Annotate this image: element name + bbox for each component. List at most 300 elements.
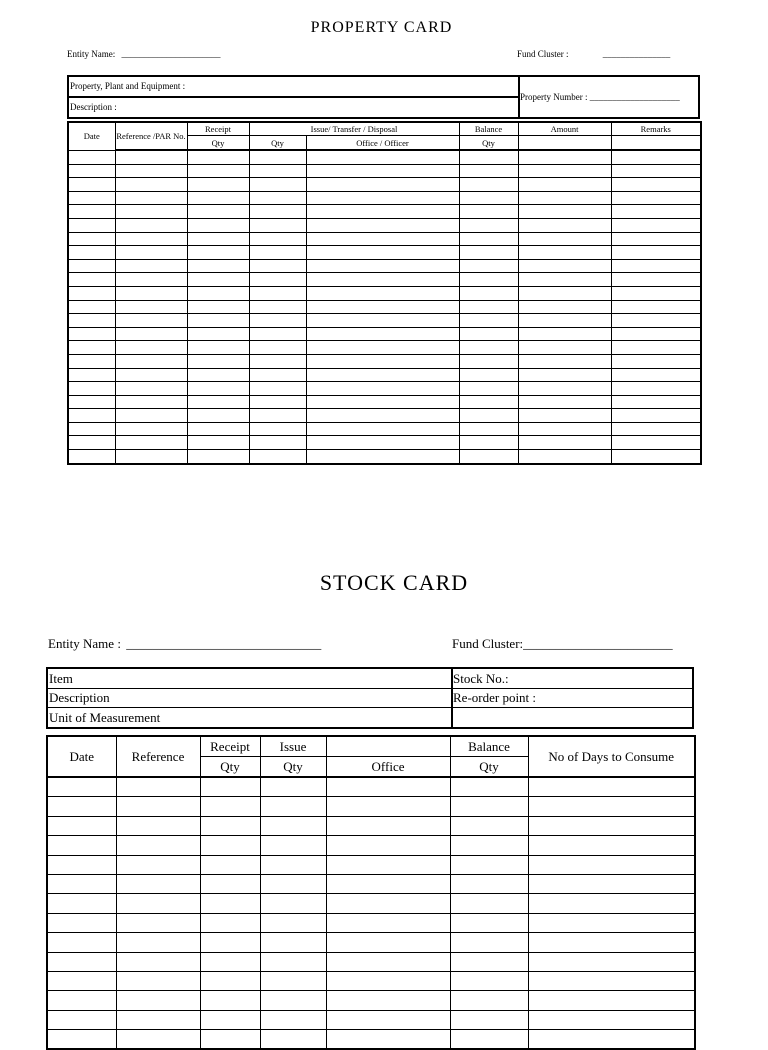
entry-cell[interactable] bbox=[200, 933, 260, 952]
entry-cell[interactable] bbox=[200, 971, 260, 990]
entry-cell[interactable] bbox=[611, 164, 701, 178]
entry-cell[interactable] bbox=[260, 797, 326, 816]
entry-cell[interactable] bbox=[459, 382, 518, 396]
entry-cell[interactable] bbox=[200, 836, 260, 855]
entry-cell[interactable] bbox=[187, 436, 249, 450]
entry-cell[interactable] bbox=[68, 218, 115, 232]
entry-cell[interactable] bbox=[187, 273, 249, 287]
entry-cell[interactable] bbox=[459, 286, 518, 300]
entry-cell[interactable] bbox=[116, 894, 200, 913]
entry-cell[interactable] bbox=[518, 150, 611, 164]
entry-cell[interactable] bbox=[260, 894, 326, 913]
entry-cell[interactable] bbox=[115, 232, 187, 246]
entry-cell[interactable] bbox=[306, 436, 459, 450]
unit-of-measurement-field[interactable]: Unit of Measurement bbox=[49, 710, 161, 725]
entry-cell[interactable] bbox=[306, 286, 459, 300]
entry-cell[interactable] bbox=[115, 259, 187, 273]
entry-cell[interactable] bbox=[459, 409, 518, 423]
entry-cell[interactable] bbox=[68, 314, 115, 328]
entry-cell[interactable] bbox=[47, 933, 116, 952]
entry-cell[interactable] bbox=[116, 816, 200, 835]
entry-cell[interactable] bbox=[187, 450, 249, 464]
entry-cell[interactable] bbox=[528, 894, 695, 913]
entry-cell[interactable] bbox=[306, 259, 459, 273]
entry-cell[interactable] bbox=[249, 450, 306, 464]
entry-cell[interactable] bbox=[326, 836, 450, 855]
entry-cell[interactable] bbox=[249, 150, 306, 164]
entry-cell[interactable] bbox=[450, 1010, 528, 1029]
entry-cell[interactable] bbox=[528, 952, 695, 971]
entry-cell[interactable] bbox=[200, 855, 260, 874]
entry-cell[interactable] bbox=[187, 246, 249, 260]
entry-cell[interactable] bbox=[249, 178, 306, 192]
entry-cell[interactable] bbox=[68, 150, 115, 164]
entry-cell[interactable] bbox=[459, 178, 518, 192]
entry-cell[interactable] bbox=[200, 894, 260, 913]
entry-cell[interactable] bbox=[518, 164, 611, 178]
entry-cell[interactable] bbox=[249, 205, 306, 219]
entry-cell[interactable] bbox=[115, 150, 187, 164]
entry-cell[interactable] bbox=[249, 232, 306, 246]
entry-cell[interactable] bbox=[518, 368, 611, 382]
entry-cell[interactable] bbox=[47, 855, 116, 874]
entry-cell[interactable] bbox=[518, 450, 611, 464]
entry-cell[interactable] bbox=[187, 232, 249, 246]
entry-cell[interactable] bbox=[115, 286, 187, 300]
entry-cell[interactable] bbox=[518, 178, 611, 192]
entry-cell[interactable] bbox=[450, 816, 528, 835]
item-field[interactable]: Item bbox=[49, 671, 73, 686]
entry-cell[interactable] bbox=[68, 450, 115, 464]
entry-cell[interactable] bbox=[47, 797, 116, 816]
entry-cell[interactable] bbox=[116, 971, 200, 990]
entry-cell[interactable] bbox=[115, 327, 187, 341]
entry-cell[interactable] bbox=[459, 368, 518, 382]
entry-cell[interactable] bbox=[115, 368, 187, 382]
entry-cell[interactable] bbox=[459, 150, 518, 164]
entry-cell[interactable] bbox=[518, 409, 611, 423]
entry-cell[interactable] bbox=[260, 913, 326, 932]
entry-cell[interactable] bbox=[68, 327, 115, 341]
entry-cell[interactable] bbox=[306, 218, 459, 232]
entry-cell[interactable] bbox=[249, 286, 306, 300]
entry-cell[interactable] bbox=[249, 218, 306, 232]
entry-cell[interactable] bbox=[326, 894, 450, 913]
entry-cell[interactable] bbox=[249, 382, 306, 396]
entry-cell[interactable] bbox=[47, 991, 116, 1010]
entry-cell[interactable] bbox=[47, 836, 116, 855]
entry-cell[interactable] bbox=[115, 205, 187, 219]
entry-cell[interactable] bbox=[260, 971, 326, 990]
entry-cell[interactable] bbox=[47, 1010, 116, 1029]
entry-cell[interactable] bbox=[249, 395, 306, 409]
entry-cell[interactable] bbox=[260, 816, 326, 835]
entry-cell[interactable] bbox=[528, 874, 695, 893]
entry-cell[interactable] bbox=[249, 341, 306, 355]
entry-cell[interactable] bbox=[306, 395, 459, 409]
entry-cell[interactable] bbox=[187, 341, 249, 355]
entry-cell[interactable] bbox=[518, 395, 611, 409]
entry-cell[interactable] bbox=[306, 150, 459, 164]
entry-cell[interactable] bbox=[116, 797, 200, 816]
entry-cell[interactable] bbox=[459, 314, 518, 328]
entry-cell[interactable] bbox=[306, 341, 459, 355]
entry-cell[interactable] bbox=[115, 191, 187, 205]
entry-cell[interactable] bbox=[306, 246, 459, 260]
entry-cell[interactable] bbox=[326, 971, 450, 990]
entry-cell[interactable] bbox=[68, 178, 115, 192]
entry-cell[interactable] bbox=[187, 205, 249, 219]
entry-cell[interactable] bbox=[68, 286, 115, 300]
entry-cell[interactable] bbox=[115, 273, 187, 287]
entry-cell[interactable] bbox=[611, 409, 701, 423]
entry-cell[interactable] bbox=[260, 1030, 326, 1050]
entry-cell[interactable] bbox=[518, 205, 611, 219]
entry-cell[interactable] bbox=[611, 191, 701, 205]
entry-cell[interactable] bbox=[187, 218, 249, 232]
entry-cell[interactable] bbox=[187, 327, 249, 341]
entry-cell[interactable] bbox=[518, 232, 611, 246]
entry-cell[interactable] bbox=[187, 368, 249, 382]
entry-cell[interactable] bbox=[68, 409, 115, 423]
entry-cell[interactable] bbox=[187, 382, 249, 396]
entry-cell[interactable] bbox=[187, 164, 249, 178]
entry-cell[interactable] bbox=[249, 246, 306, 260]
entry-cell[interactable] bbox=[528, 933, 695, 952]
entry-cell[interactable] bbox=[611, 450, 701, 464]
entry-cell[interactable] bbox=[68, 191, 115, 205]
entry-cell[interactable] bbox=[306, 314, 459, 328]
entry-cell[interactable] bbox=[187, 422, 249, 436]
entry-cell[interactable] bbox=[611, 382, 701, 396]
entry-cell[interactable] bbox=[249, 368, 306, 382]
entry-cell[interactable] bbox=[450, 874, 528, 893]
entry-cell[interactable] bbox=[518, 327, 611, 341]
entry-cell[interactable] bbox=[518, 436, 611, 450]
entry-cell[interactable] bbox=[68, 436, 115, 450]
ppe-field[interactable]: Property, Plant and Equipment : bbox=[70, 81, 186, 91]
entry-cell[interactable] bbox=[528, 913, 695, 932]
entity-name-field[interactable] bbox=[67, 49, 221, 59]
entry-cell[interactable] bbox=[187, 259, 249, 273]
property-card-row bbox=[68, 178, 701, 192]
entry-cell[interactable] bbox=[187, 395, 249, 409]
entry-cell[interactable] bbox=[611, 205, 701, 219]
entry-cell[interactable] bbox=[459, 164, 518, 178]
entry-cell[interactable] bbox=[518, 422, 611, 436]
entry-cell[interactable] bbox=[200, 874, 260, 893]
entry-cell[interactable] bbox=[528, 1030, 695, 1050]
entry-cell[interactable] bbox=[116, 913, 200, 932]
entry-cell[interactable] bbox=[450, 855, 528, 874]
entry-cell[interactable] bbox=[528, 1010, 695, 1029]
entry-cell[interactable] bbox=[249, 409, 306, 423]
entry-cell[interactable] bbox=[611, 341, 701, 355]
entry-cell[interactable] bbox=[116, 836, 200, 855]
entry-cell[interactable] bbox=[47, 816, 116, 835]
entry-cell[interactable] bbox=[68, 246, 115, 260]
entry-cell[interactable] bbox=[47, 894, 116, 913]
entry-cell[interactable] bbox=[459, 205, 518, 219]
fund-cluster-field[interactable] bbox=[517, 49, 670, 59]
entry-cell[interactable] bbox=[459, 354, 518, 368]
entry-cell[interactable] bbox=[611, 368, 701, 382]
entry-cell[interactable] bbox=[249, 191, 306, 205]
entry-cell[interactable] bbox=[518, 259, 611, 273]
entry-cell[interactable] bbox=[68, 259, 115, 273]
entry-cell[interactable] bbox=[611, 286, 701, 300]
entry-cell[interactable] bbox=[68, 395, 115, 409]
entry-cell[interactable] bbox=[306, 327, 459, 341]
entry-cell[interactable] bbox=[611, 314, 701, 328]
entry-cell[interactable] bbox=[459, 232, 518, 246]
entry-cell[interactable] bbox=[611, 395, 701, 409]
sc-col-header-date: Date bbox=[47, 736, 116, 777]
entry-cell[interactable] bbox=[68, 354, 115, 368]
entry-cell[interactable] bbox=[187, 150, 249, 164]
entry-cell[interactable] bbox=[459, 273, 518, 287]
entry-cell[interactable] bbox=[459, 259, 518, 273]
entry-cell[interactable] bbox=[68, 232, 115, 246]
entry-cell[interactable] bbox=[260, 777, 326, 797]
entry-cell[interactable] bbox=[260, 933, 326, 952]
entry-cell[interactable] bbox=[260, 1010, 326, 1029]
entry-cell[interactable] bbox=[326, 933, 450, 952]
entry-cell[interactable] bbox=[47, 1030, 116, 1050]
entry-cell[interactable] bbox=[611, 327, 701, 341]
entry-cell[interactable] bbox=[306, 300, 459, 314]
entry-cell[interactable] bbox=[306, 422, 459, 436]
sc-fund-cluster-field[interactable] bbox=[452, 636, 673, 652]
entry-cell[interactable] bbox=[200, 991, 260, 1010]
entry-cell[interactable] bbox=[306, 409, 459, 423]
entry-cell[interactable] bbox=[611, 259, 701, 273]
entry-cell[interactable] bbox=[116, 1030, 200, 1050]
entry-cell[interactable] bbox=[260, 991, 326, 1010]
entry-cell[interactable] bbox=[306, 450, 459, 464]
entry-cell[interactable] bbox=[450, 894, 528, 913]
entry-cell[interactable] bbox=[116, 874, 200, 893]
entry-cell[interactable] bbox=[459, 341, 518, 355]
entry-cell[interactable] bbox=[115, 450, 187, 464]
entry-cell[interactable] bbox=[528, 991, 695, 1010]
entry-cell[interactable] bbox=[459, 395, 518, 409]
entry-cell[interactable] bbox=[528, 797, 695, 816]
entry-cell[interactable] bbox=[326, 874, 450, 893]
entry-cell[interactable] bbox=[187, 409, 249, 423]
entry-cell[interactable] bbox=[306, 354, 459, 368]
entry-cell[interactable] bbox=[47, 913, 116, 932]
entry-cell[interactable] bbox=[306, 191, 459, 205]
entry-cell[interactable] bbox=[116, 855, 200, 874]
entry-cell[interactable] bbox=[306, 205, 459, 219]
entry-cell[interactable] bbox=[116, 777, 200, 797]
entry-cell[interactable] bbox=[518, 191, 611, 205]
entry-cell[interactable] bbox=[326, 1010, 450, 1029]
entry-cell[interactable] bbox=[115, 395, 187, 409]
entry-cell[interactable] bbox=[450, 797, 528, 816]
entry-cell[interactable] bbox=[68, 205, 115, 219]
entry-cell[interactable] bbox=[459, 436, 518, 450]
entry-cell[interactable] bbox=[115, 314, 187, 328]
entry-cell[interactable] bbox=[200, 952, 260, 971]
entry-cell[interactable] bbox=[200, 1030, 260, 1050]
entry-cell[interactable] bbox=[306, 273, 459, 287]
entry-cell[interactable] bbox=[528, 836, 695, 855]
entry-cell[interactable] bbox=[115, 436, 187, 450]
entry-cell[interactable] bbox=[47, 952, 116, 971]
entry-cell[interactable] bbox=[115, 422, 187, 436]
entry-cell[interactable] bbox=[611, 422, 701, 436]
entry-cell[interactable] bbox=[306, 164, 459, 178]
entry-cell[interactable] bbox=[518, 218, 611, 232]
entry-cell[interactable] bbox=[459, 450, 518, 464]
entry-cell[interactable] bbox=[116, 991, 200, 1010]
entry-cell[interactable] bbox=[528, 777, 695, 797]
entry-cell[interactable] bbox=[115, 164, 187, 178]
entry-cell[interactable] bbox=[326, 816, 450, 835]
entry-cell[interactable] bbox=[459, 327, 518, 341]
entry-cell[interactable] bbox=[326, 991, 450, 1010]
entry-cell[interactable] bbox=[518, 314, 611, 328]
entry-cell[interactable] bbox=[518, 286, 611, 300]
entry-cell[interactable] bbox=[249, 327, 306, 341]
description-field[interactable]: Description : bbox=[70, 102, 117, 112]
entry-cell[interactable] bbox=[249, 314, 306, 328]
entry-cell[interactable] bbox=[115, 409, 187, 423]
entry-cell[interactable] bbox=[200, 913, 260, 932]
entry-cell[interactable] bbox=[68, 341, 115, 355]
entry-cell[interactable] bbox=[260, 855, 326, 874]
entry-cell[interactable] bbox=[187, 300, 249, 314]
entry-cell[interactable] bbox=[611, 300, 701, 314]
entry-cell[interactable] bbox=[450, 777, 528, 797]
entry-cell[interactable] bbox=[68, 300, 115, 314]
entry-cell[interactable] bbox=[611, 218, 701, 232]
entry-cell[interactable] bbox=[306, 232, 459, 246]
entry-cell[interactable] bbox=[306, 368, 459, 382]
entry-cell[interactable] bbox=[249, 164, 306, 178]
entry-cell[interactable] bbox=[116, 952, 200, 971]
entry-cell[interactable] bbox=[459, 300, 518, 314]
entry-cell[interactable] bbox=[518, 300, 611, 314]
entry-cell[interactable] bbox=[459, 422, 518, 436]
entry-cell[interactable] bbox=[611, 246, 701, 260]
entry-cell[interactable] bbox=[306, 178, 459, 192]
entry-cell[interactable] bbox=[260, 836, 326, 855]
entry-cell[interactable] bbox=[115, 246, 187, 260]
entry-cell[interactable] bbox=[200, 797, 260, 816]
entry-cell[interactable] bbox=[187, 191, 249, 205]
entry-cell[interactable] bbox=[450, 1030, 528, 1050]
entry-cell[interactable] bbox=[115, 341, 187, 355]
entry-cell[interactable] bbox=[611, 232, 701, 246]
entry-cell[interactable] bbox=[260, 874, 326, 893]
entry-cell[interactable] bbox=[115, 382, 187, 396]
entry-cell[interactable] bbox=[326, 952, 450, 971]
entry-cell[interactable] bbox=[249, 259, 306, 273]
entry-cell[interactable] bbox=[68, 422, 115, 436]
entry-cell[interactable] bbox=[611, 436, 701, 450]
entry-cell[interactable] bbox=[459, 246, 518, 260]
entry-cell[interactable] bbox=[200, 816, 260, 835]
entry-cell[interactable] bbox=[528, 816, 695, 835]
entry-cell[interactable] bbox=[115, 218, 187, 232]
entry-cell[interactable] bbox=[326, 777, 450, 797]
entry-cell[interactable] bbox=[518, 246, 611, 260]
entry-cell[interactable] bbox=[116, 933, 200, 952]
entry-cell[interactable] bbox=[116, 1010, 200, 1029]
entry-cell[interactable] bbox=[187, 286, 249, 300]
entry-cell[interactable] bbox=[450, 933, 528, 952]
entry-cell[interactable] bbox=[518, 382, 611, 396]
entry-cell[interactable] bbox=[326, 1030, 450, 1050]
entry-cell[interactable] bbox=[450, 913, 528, 932]
entry-cell[interactable] bbox=[68, 368, 115, 382]
entry-cell[interactable] bbox=[249, 273, 306, 287]
property-number-field[interactable]: Property Number : ____________________ bbox=[520, 92, 680, 102]
entry-cell[interactable] bbox=[450, 991, 528, 1010]
entry-cell[interactable] bbox=[450, 836, 528, 855]
entry-cell[interactable] bbox=[611, 150, 701, 164]
entry-cell[interactable] bbox=[200, 777, 260, 797]
col-header-office-officer: Office / Officer bbox=[306, 136, 459, 151]
entry-cell[interactable] bbox=[518, 354, 611, 368]
entry-cell[interactable] bbox=[68, 273, 115, 287]
entry-cell[interactable] bbox=[200, 1010, 260, 1029]
entry-cell[interactable] bbox=[187, 354, 249, 368]
entry-cell[interactable] bbox=[68, 382, 115, 396]
entry-cell[interactable] bbox=[326, 913, 450, 932]
entry-cell[interactable] bbox=[47, 874, 116, 893]
sc-col-header-days: No of Days to Consume bbox=[528, 736, 695, 777]
entry-cell[interactable] bbox=[459, 218, 518, 232]
entry-cell[interactable] bbox=[306, 382, 459, 396]
col-header-balance: Balance bbox=[459, 122, 518, 136]
entry-cell[interactable] bbox=[187, 314, 249, 328]
entry-cell[interactable] bbox=[47, 777, 116, 797]
sc-col-header-blank bbox=[326, 736, 450, 757]
entry-cell[interactable] bbox=[326, 797, 450, 816]
entry-cell[interactable] bbox=[115, 300, 187, 314]
entry-cell[interactable] bbox=[450, 952, 528, 971]
entry-cell[interactable] bbox=[518, 341, 611, 355]
entry-cell[interactable] bbox=[611, 273, 701, 287]
entry-cell[interactable] bbox=[249, 436, 306, 450]
entry-cell[interactable] bbox=[326, 855, 450, 874]
entry-cell[interactable] bbox=[187, 178, 249, 192]
entry-cell[interactable] bbox=[611, 354, 701, 368]
reorder-point-field[interactable]: Re-order point : bbox=[453, 690, 537, 705]
entry-cell[interactable] bbox=[115, 354, 187, 368]
entry-cell[interactable] bbox=[528, 971, 695, 990]
sc-description-field[interactable]: Description bbox=[49, 690, 110, 705]
entry-cell[interactable] bbox=[611, 178, 701, 192]
entry-cell[interactable] bbox=[249, 422, 306, 436]
sc-entity-name-field[interactable] bbox=[48, 636, 321, 652]
entry-cell[interactable] bbox=[68, 164, 115, 178]
entry-cell[interactable] bbox=[260, 952, 326, 971]
stock-no-field[interactable]: Stock No.: bbox=[453, 671, 509, 686]
entry-cell[interactable] bbox=[249, 354, 306, 368]
entry-cell[interactable] bbox=[450, 971, 528, 990]
entry-cell[interactable] bbox=[528, 855, 695, 874]
entry-cell[interactable] bbox=[115, 178, 187, 192]
entry-cell[interactable] bbox=[47, 971, 116, 990]
entry-cell[interactable] bbox=[459, 191, 518, 205]
entry-cell[interactable] bbox=[518, 273, 611, 287]
entry-cell[interactable] bbox=[249, 300, 306, 314]
